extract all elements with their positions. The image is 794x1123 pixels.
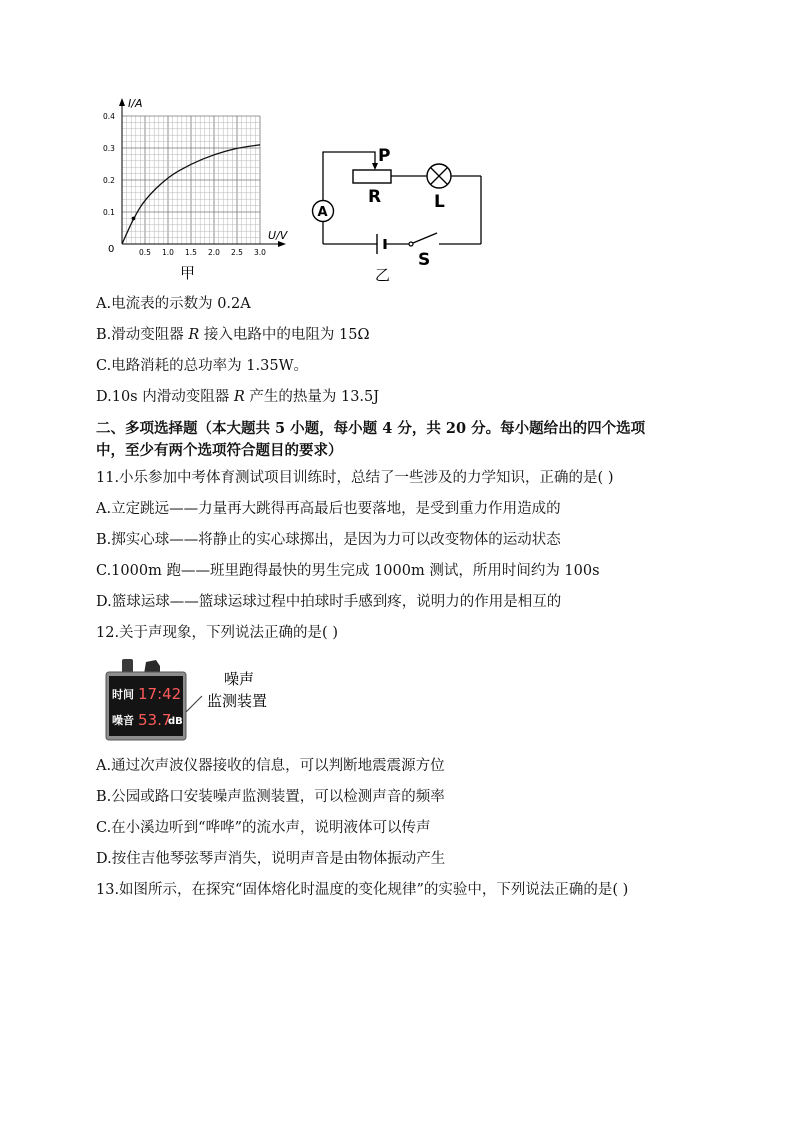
iu-graph — [100, 92, 300, 284]
device-caption-line1: 噪声 — [224, 670, 255, 688]
switch-lever-icon — [413, 233, 437, 243]
device-caption-line2: 监测装置 — [207, 692, 268, 710]
circuit-diagram — [305, 140, 495, 282]
q11-stem: 11.小乐参加中考体育测试项目训练时，总结了一些涉及的力学知识，正确的是( ) — [96, 470, 614, 486]
x-tick-label: 0.5 — [139, 248, 151, 257]
label-l: L — [434, 192, 445, 212]
label-s: S — [418, 250, 431, 270]
x-tick-label: 1.5 — [185, 248, 197, 257]
noise-monitor-figure — [104, 656, 294, 746]
q10-b-post: 接入电路中的电阻为 15Ω — [199, 327, 370, 343]
y-tick-label: 0.3 — [103, 144, 115, 153]
device-noise-label: 噪音 — [112, 714, 134, 727]
noise-monitor-device — [104, 656, 294, 746]
x-axis-label: U/V — [268, 229, 288, 242]
q10-option-a: A.电流表的示数为 0.2A — [96, 296, 251, 312]
rheostat-resistor — [353, 170, 391, 183]
q10-option-d — [96, 387, 379, 407]
q12-option-d: D.按住吉他琴弦琴声消失，说明声音是由物体振动产生 — [96, 851, 446, 867]
q12-option-a: A.通过次声波仪器接收的信息，可以判断地震震源方位 — [96, 758, 445, 774]
device-noise-unit: dB — [168, 716, 183, 727]
x-tick-label: 2.5 — [231, 248, 243, 257]
device-pointer-line — [186, 696, 202, 712]
q11-option-a: A.立定跳远——力量再大跳得再高最后也要落地，是受到重力作用造成的 — [96, 501, 561, 517]
q12-stem: 12.关于声现象，下列说法正确的是( ) — [96, 625, 338, 641]
y-tick-label: 0.1 — [103, 208, 115, 217]
section2-heading-line1: 二、多项选择题（本大题共 5 小题，每小题 4 分，共 20 分。每小题给出的四个选项 — [96, 420, 646, 437]
device-time-label: 时间 — [112, 688, 134, 701]
device-noise-value: 53.7 — [138, 711, 172, 729]
y-axis-arrow — [119, 98, 125, 106]
q11-option-d: D.篮球运球——篮球运球过程中拍球时手感到疼，说明力的作用是相互的 — [96, 594, 562, 610]
curve-point — [132, 217, 136, 221]
q12-option-c: C.在小溪边听到“哗哗”的流水声，说明液体可以传声 — [96, 820, 431, 836]
figure-yi-caption: 乙 — [375, 266, 391, 282]
x-tick-label: 2.0 — [208, 248, 220, 257]
x-tick-label: 1.0 — [162, 248, 174, 257]
q12-option-b: B.公园或路口安装噪声监测装置，可以检测声音的频率 — [96, 789, 445, 805]
figure-jia-graph — [100, 92, 300, 284]
y-tick-labels — [103, 112, 115, 217]
q10-option-b — [96, 325, 370, 345]
q13-stem: 13.如图所示，在探究“固体熔化时温度的变化规律”的实验中，下列说法正确的是( ) — [96, 882, 629, 898]
y-tick-label: 0.2 — [103, 176, 115, 185]
q10-d-post: 产生的热量为 13.5J — [244, 389, 380, 405]
switch-contact — [409, 242, 413, 246]
x-tick-label: 3.0 — [254, 248, 266, 257]
origin-label: 0 — [108, 244, 115, 255]
q10-option-c: C.电路消耗的总功率为 1.35W。 — [96, 358, 308, 374]
q10-d-pre: D.10s 内滑动变阻器 — [96, 389, 234, 405]
x-tick-labels — [139, 248, 266, 257]
figure-yi-circuit — [305, 140, 495, 282]
section2-heading-line2: 中，至少有两个选项符合题目的要求） — [96, 442, 343, 459]
q10-b-var: R — [188, 327, 200, 343]
label-a: A — [317, 205, 328, 220]
q11-option-b: B.掷实心球——将静止的实心球掷出，是因为力可以改变物体的运动状态 — [96, 532, 561, 548]
figure-jia-caption: 甲 — [180, 264, 196, 282]
q10-b-pre: B.滑动变阻器 — [96, 327, 189, 343]
q10-d-var: R — [233, 389, 245, 405]
device-time-value: 17:42 — [138, 685, 182, 703]
label-p: P — [378, 146, 391, 166]
y-axis-label: I/A — [128, 97, 143, 110]
q11-option-c: C.1000m 跑——班里跑得最快的男生完成 1000m 测试，所用时间约为 100s — [96, 563, 600, 579]
y-tick-label: 0.4 — [103, 112, 115, 121]
device-knob-left — [122, 659, 133, 673]
label-r: R — [368, 187, 382, 207]
graph-grid — [122, 116, 260, 244]
